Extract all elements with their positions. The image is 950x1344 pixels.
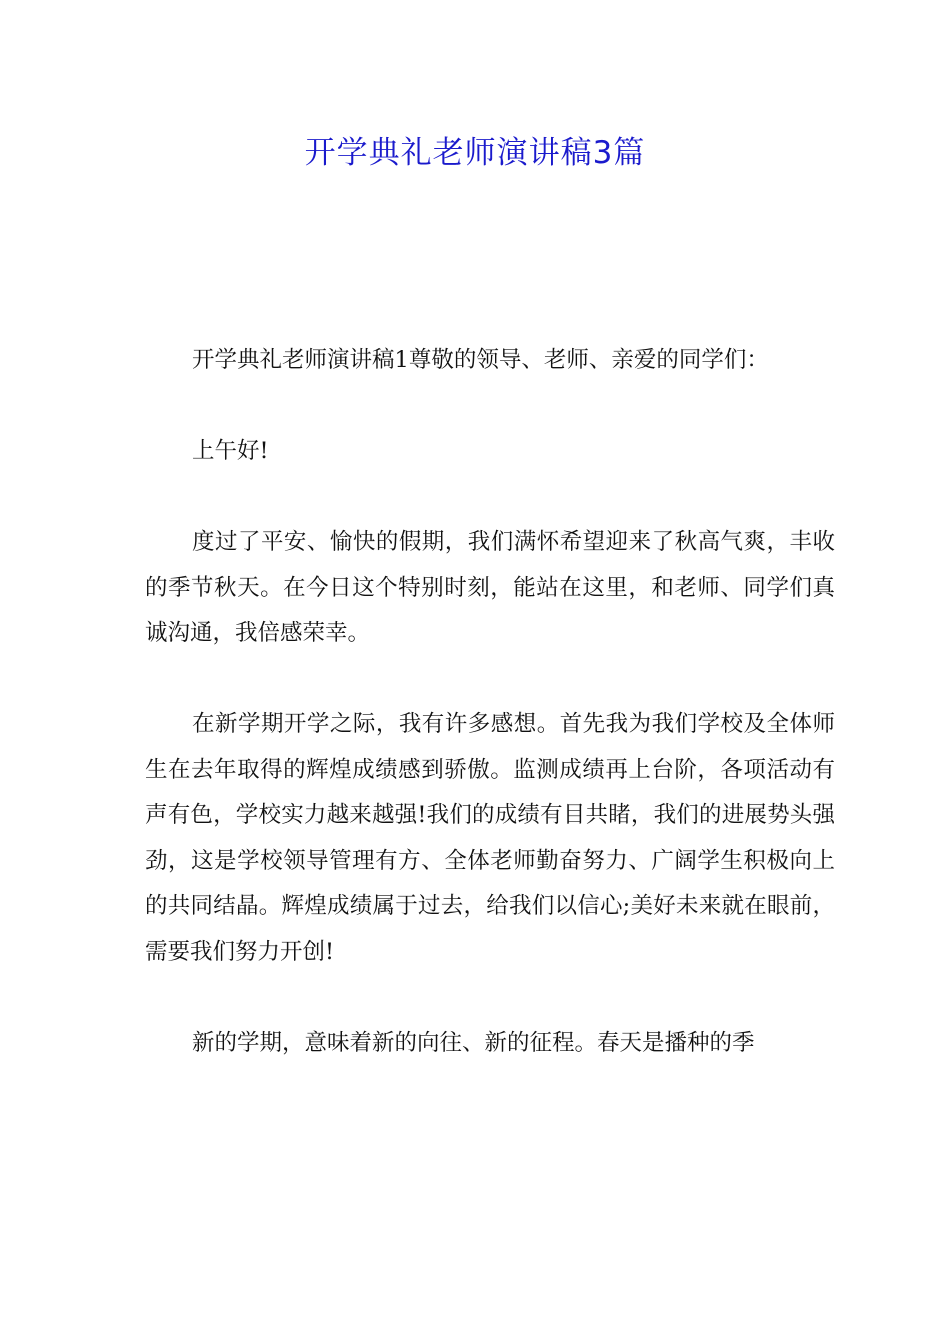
paragraph-new-journey: 新的学期，意味着新的向往、新的征程。春天是播种的季 <box>192 1029 755 1056</box>
paragraph-greeting: 开学典礼老师演讲稿1尊敬的领导、老师、亲爱的同学们： <box>192 347 769 373</box>
paragraph-holiday: 度过了平安、愉快的假期，我们满怀希望迎来了秋高气爽，丰收的季节秋天。在今日这个特别时刻，能站在这里，和老师、同学们真诚沟通，我倍感荣幸。 <box>145 529 835 646</box>
document-title: 开学典礼老师演讲稿3篇 <box>304 135 646 171</box>
document-body <box>145 338 835 1112</box>
paragraph-good-morning: 上午好! <box>192 438 269 464</box>
paragraph-new-semester: 在新学期开学之际，我有许多感想。首先我为我们学校及全体师生在去年取得的辉煌成绩感到骄傲。监测成绩再上台阶，各项活动有声有色，学校实力越来越强!我们的成绩有目共睹，我们的进展势头强劲，这是学校领导管理有方、全体老师勤奋努力、广阔学生积极向上的共同结晶。辉煌成绩属于过去，给我们以信心;美好未来就在眼前，需要我们努力开创! <box>145 711 835 965</box>
